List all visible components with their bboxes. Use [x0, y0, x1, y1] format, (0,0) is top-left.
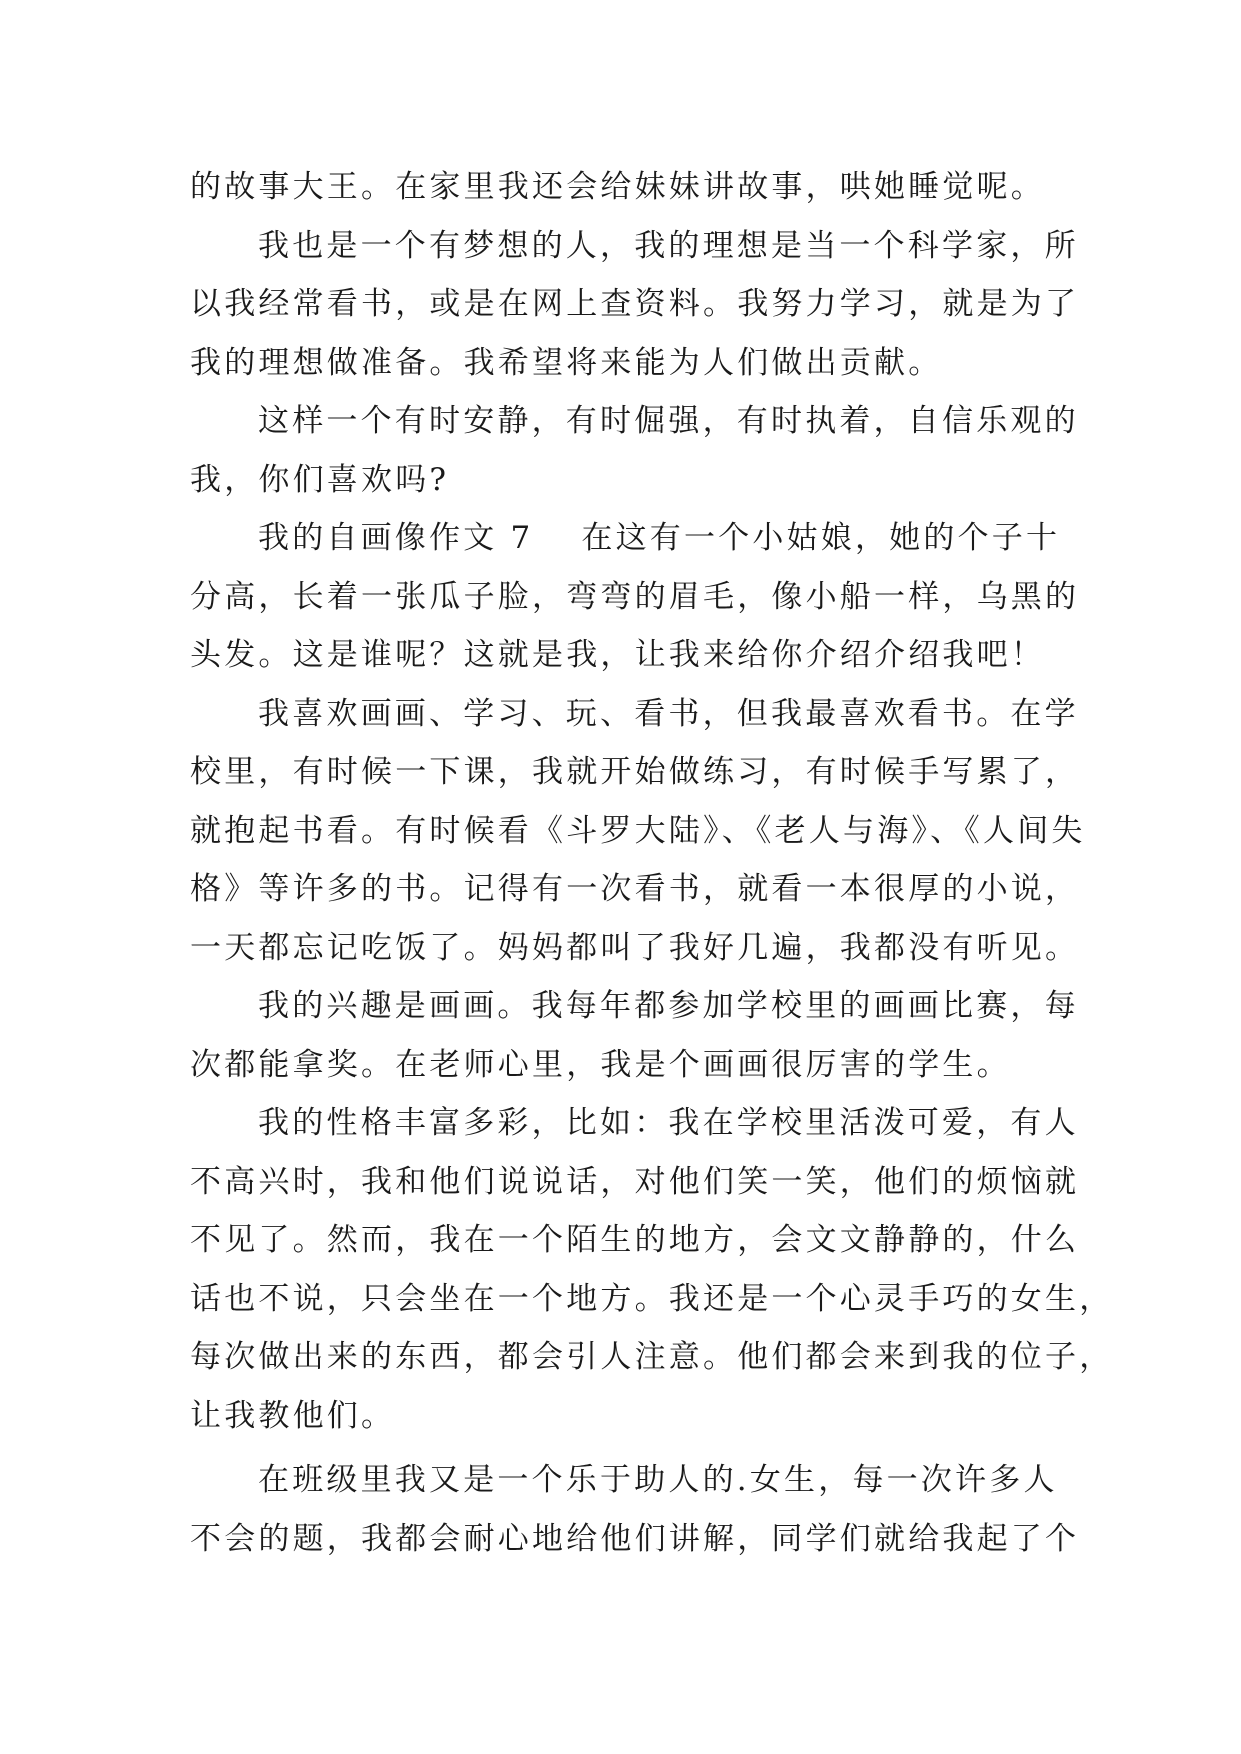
text-line: 每次做出来的东西，都会引人注意。他们都会来到我的位子，	[190, 1339, 1114, 1375]
text-line: 不见了。然而，我在一个陌生的地方，会文文静静的，什么	[190, 1222, 1080, 1258]
paragraph-3	[190, 392, 1079, 509]
text-line: 的故事大王。在家里我还会给妹妹讲故事，哄她睡觉呢。	[190, 169, 1045, 205]
text-line: 我的兴趣是画画。我每年都参加学校里的画画比赛，每	[258, 988, 1079, 1024]
text-line: 我，你们喜欢吗?	[190, 461, 450, 498]
text-line: 我喜欢画画、学习、玩、看书，但我最喜欢看书。在学	[258, 695, 1079, 732]
text-line: 不高兴时，我和他们说说话，对他们笑一笑，他们的烦恼就	[190, 1163, 1080, 1200]
text-line: 次都能拿奖。在老师心里，我是个画画很厉害的学生。	[190, 1046, 1011, 1083]
essay-heading: 我的自画像作文 7	[258, 520, 534, 556]
text-line: 话也不说，只会坐在一个地方。我还是一个心灵手巧的女生，	[190, 1280, 1114, 1317]
text-line: 头发。这是谁呢？这就是我，让我来给你介绍介绍我吧！	[190, 637, 1045, 673]
paragraph-7	[190, 1094, 1114, 1445]
text-line: 以我经常看书，或是在网上查资料。我努力学习，就是为了	[190, 286, 1080, 322]
paragraph-2	[190, 217, 1080, 393]
text-line: 格》等许多的书。记得有一次看书，就看一本很厚的小说，	[190, 871, 1080, 907]
text-line: 在班级里我又是一个乐于助人的.女生，每一次许多人	[258, 1462, 1058, 1498]
text-line-content: 在这有一个小姑娘，她的个子十	[581, 520, 1061, 556]
paragraph-4	[190, 509, 1080, 685]
text-line: 就抱起书看。有时候看《斗罗大陆》、《老人与海》、《人间失	[190, 812, 1086, 849]
text-line: 分高，长着一张瓜子脸，弯弯的眉毛，像小船一样，乌黑的	[190, 578, 1080, 615]
text-line: 我的理想做准备。我希望将来能为人们做出贡献。	[190, 344, 943, 381]
text-line: 校里，有时候一下课，我就开始做练习，有时候手写累了，	[190, 754, 1080, 790]
text-line: 一天都忘记吃饭了。妈妈都叫了我好几遍，我都没有听见。	[190, 929, 1080, 966]
document-body	[190, 158, 1114, 1568]
paragraph-6	[190, 977, 1079, 1094]
paragraph-8	[190, 1451, 1080, 1568]
text-line	[190, 509, 1060, 568]
text-line: 让我教他们。	[190, 1397, 396, 1434]
paragraph-5	[190, 685, 1086, 978]
text-line: 这样一个有时安静，有时倔强，有时执着，自信乐观的	[258, 403, 1079, 439]
text-line: 不会的题，我都会耐心地给他们讲解，同学们就给我起了个	[190, 1520, 1080, 1557]
text-line: 我也是一个有梦想的人，我的理想是当一个科学家，所	[258, 227, 1079, 264]
text-line: 我的性格丰富多彩，比如：我在学校里活泼可爱，有人	[258, 1105, 1079, 1141]
paragraph-1	[190, 158, 1060, 217]
